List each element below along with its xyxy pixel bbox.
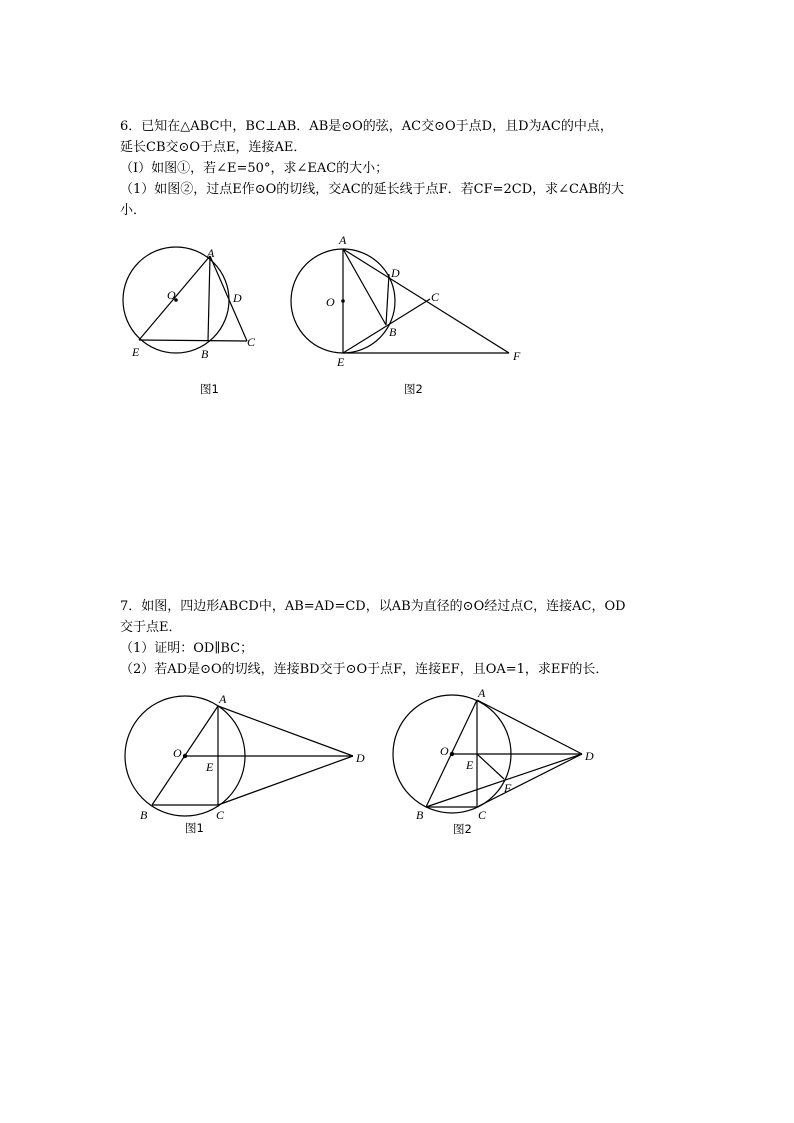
label-d: D [356, 751, 365, 765]
label-d: D [233, 291, 242, 305]
label-a: A [207, 246, 215, 260]
problem-6-line-4: （1）如图②，过点E作⊙O的切线，交AC的延长线于点F．若CF=2CD，求∠CAB的大 [120, 182, 624, 197]
label-e: E [337, 355, 345, 369]
problem-6-line-3: （I）如图①，若∠E=50°，求∠EAC的大小； [120, 161, 389, 176]
figure-caption: 图2 [453, 822, 472, 836]
problem-7-figure-1 [115, 685, 385, 840]
label-e: E [206, 760, 214, 774]
center-dot [183, 754, 187, 758]
label-a: A [339, 233, 347, 247]
segment-ef [477, 754, 504, 779]
problem-6-line-1: 6．已知在△ABC中，BC⊥AB．AB是⊙O的弦，AC交⊙O于点D，且D为AC的中点， [120, 119, 613, 134]
problem-7-line-4: （2）若AD是⊙O的切线，连接BD交于⊙O于点F，连接EF，且OA=1，求EF的长． [120, 662, 609, 677]
label-b: B [416, 808, 424, 822]
label-b: B [201, 347, 209, 361]
problem-6-figure-1 [110, 235, 280, 405]
problem-7-figure-2 [385, 680, 615, 840]
problem-6-figure-2 [285, 230, 545, 405]
segment-cd [218, 756, 353, 805]
problem-7-line-2: 交于点E． [120, 620, 182, 635]
label-f: F [513, 349, 521, 363]
center-dot [341, 299, 345, 303]
label-c: C [247, 335, 256, 349]
center-dot [450, 752, 454, 756]
problem-6-line-5: 小． [120, 203, 147, 218]
label-c: C [431, 290, 440, 304]
problem-7-line-1: 7．如图，四边形ABCD中，AB=AD=CD，以AB为直径的⊙O经过点C，连接AC，OD [120, 599, 626, 614]
problem-6 [120, 116, 680, 221]
segment-ad [218, 706, 353, 756]
figure-caption: 图1 [185, 821, 204, 835]
label-o: O [173, 746, 182, 760]
label-d: D [585, 749, 594, 763]
label-c: C [478, 808, 487, 822]
problem-7-line-3: （1）证明：OD∥BC； [120, 641, 254, 656]
label-a: A [478, 686, 486, 700]
figure-caption: 图2 [404, 382, 423, 396]
segment-bd [386, 274, 389, 325]
segment-ab [208, 256, 210, 341]
segment-cd [477, 754, 582, 807]
label-o: O [326, 295, 335, 309]
label-e: E [466, 758, 474, 772]
label-o: O [440, 744, 449, 758]
segment-ab [343, 249, 386, 325]
label-d: D [391, 266, 400, 280]
label-f: F [504, 781, 512, 795]
label-b: B [140, 808, 148, 822]
label-c: C [216, 808, 225, 822]
label-e: E [132, 345, 140, 359]
label-o: O [167, 288, 176, 302]
label-a: A [219, 692, 227, 706]
problem-6-line-2: 延长CB交⊙O于点E，连接AE． [120, 140, 307, 155]
segment-ec [139, 340, 247, 341]
label-b: B [389, 325, 397, 339]
segment-ad [477, 700, 582, 754]
figure-caption: 图1 [200, 382, 219, 396]
problem-7 [120, 596, 680, 680]
